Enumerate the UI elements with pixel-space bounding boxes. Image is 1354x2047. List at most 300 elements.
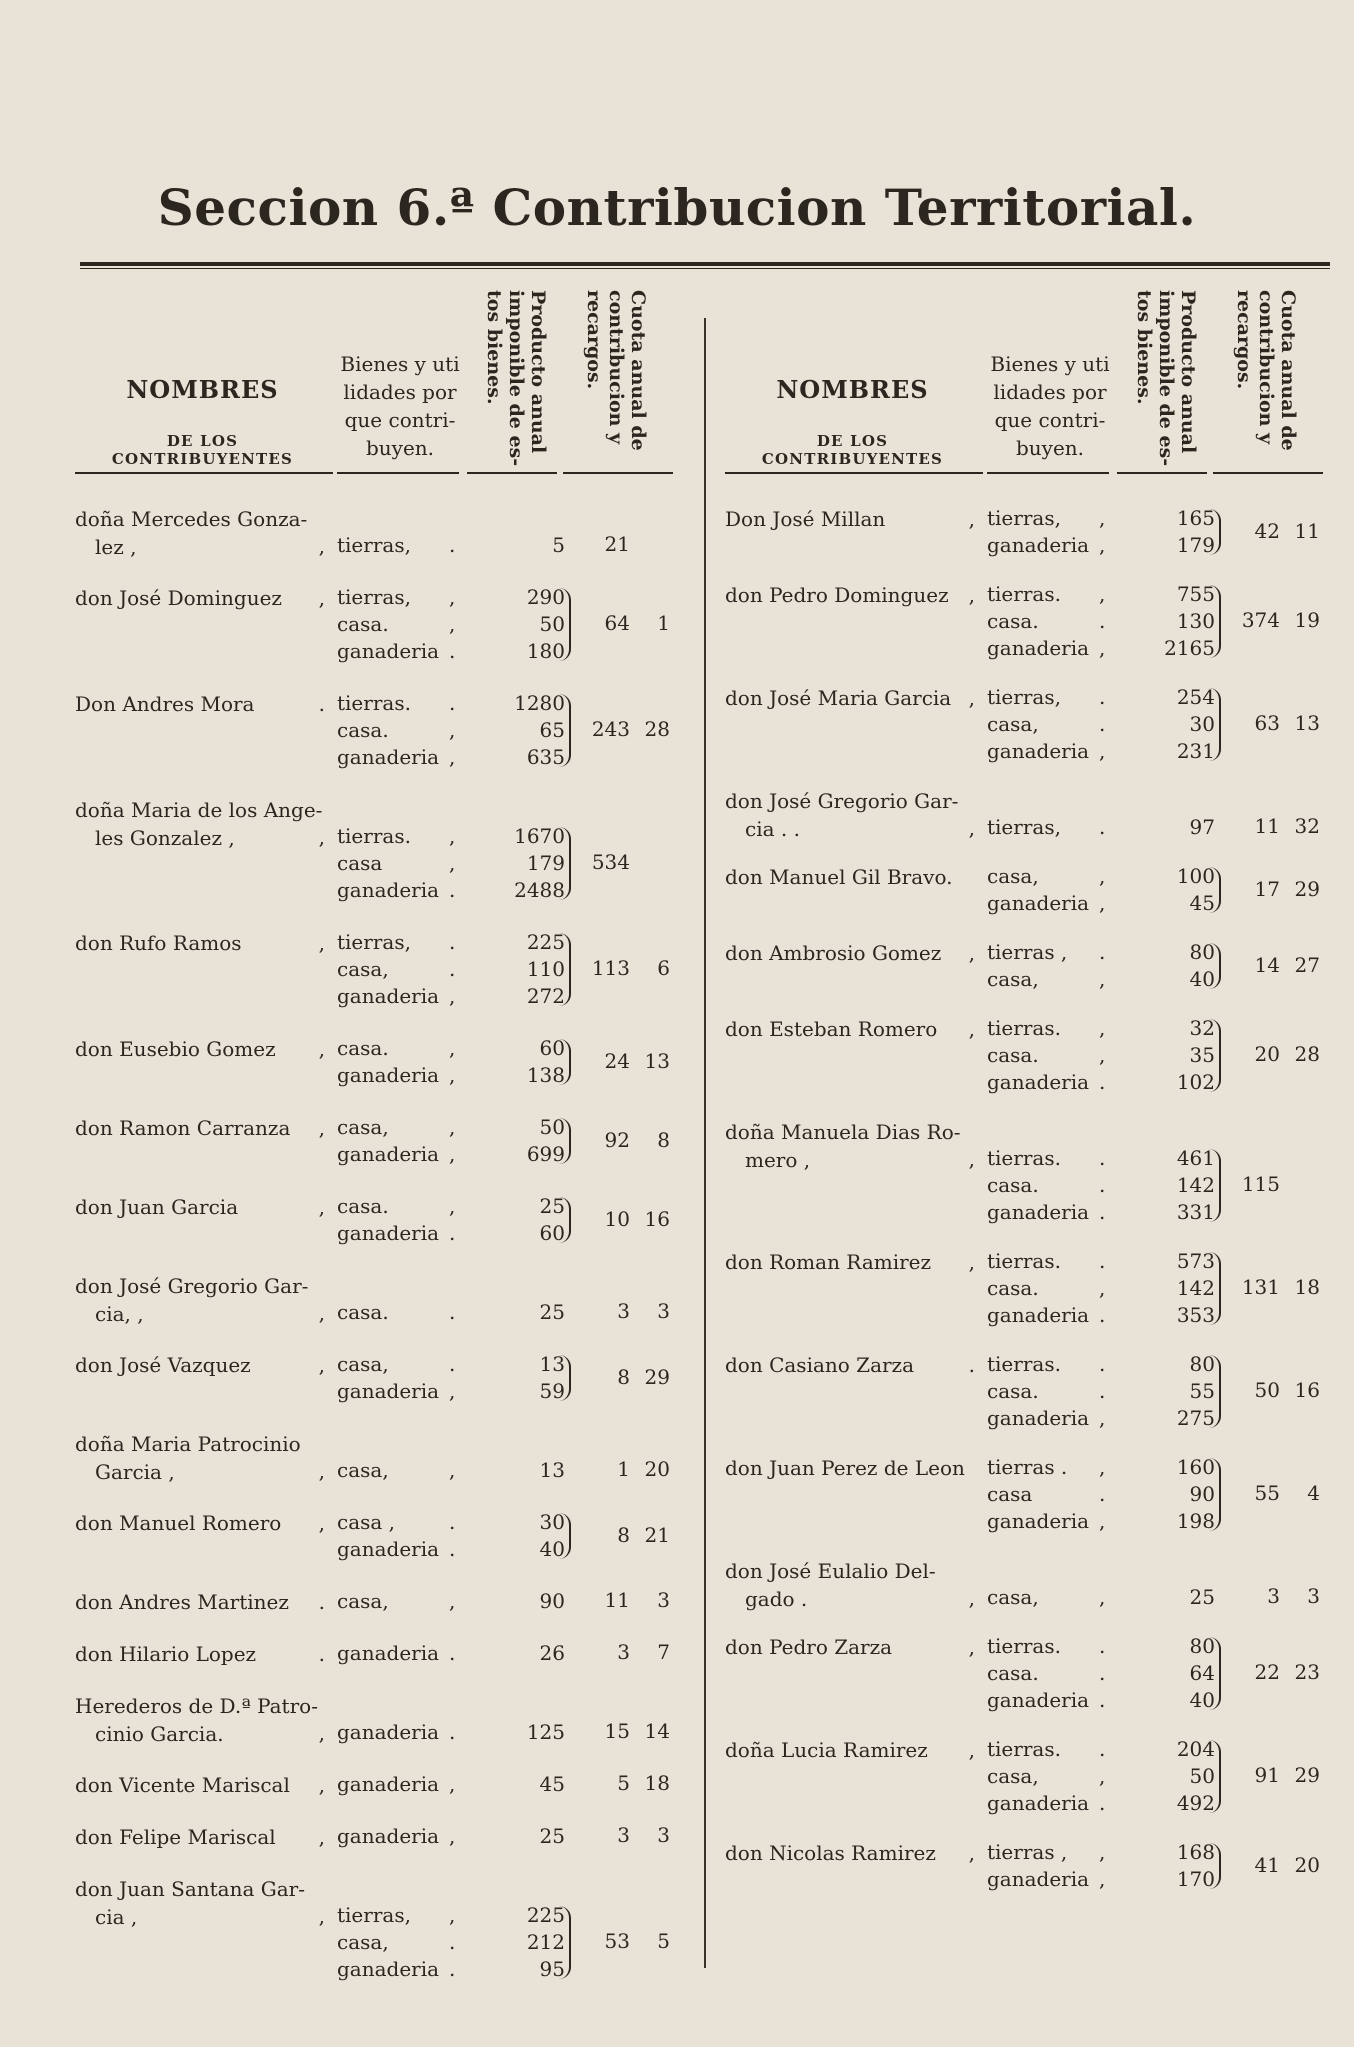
header-cuota: Cuota anual de contribucion y recargos.	[583, 290, 649, 451]
bien-label: tierras.	[987, 1634, 1061, 1658]
header-rule	[725, 472, 983, 474]
cuota-value: 113	[591, 956, 630, 980]
name-punct: ,	[318, 931, 325, 955]
table-row	[725, 787, 1325, 841]
producto-value: 2488	[514, 878, 565, 902]
producto-value: 50	[539, 1115, 565, 1139]
bien-label: ganaderia	[987, 1406, 1090, 1430]
header-producto: Producto anual imponible de es- tos bienes.	[1133, 290, 1199, 467]
bien-item	[337, 1062, 565, 1089]
bien-label: tierras,	[987, 506, 1061, 530]
producto-value: 13	[539, 1352, 565, 1376]
bien-label: ganaderia	[337, 1379, 440, 1403]
name-punct: ,	[968, 1017, 975, 1041]
bien-item	[337, 929, 565, 956]
bien-item	[987, 1633, 1215, 1660]
bien-item	[987, 581, 1215, 608]
contribuyente-name	[75, 929, 325, 957]
contribuyente-name	[75, 584, 325, 612]
bien-item	[337, 1378, 565, 1405]
table-row	[725, 1633, 1325, 1714]
bien-label: tierras.	[987, 1146, 1061, 1170]
bien-label: tierras.	[337, 824, 411, 848]
header-cuota: Cuota anual de contribucion y recargos.	[1233, 290, 1299, 451]
bien-label: ganaderia	[337, 878, 440, 902]
name-line: doña Maria de los Ange-	[75, 798, 323, 822]
bien-label: casa.	[987, 1173, 1039, 1197]
contribuyente-name	[75, 690, 325, 718]
name-punct: ,	[318, 1511, 325, 1535]
producto-value: 5	[552, 533, 565, 557]
table-row	[75, 929, 675, 1010]
table-row	[75, 1272, 675, 1326]
name-line: don José Vazquez	[75, 1353, 251, 1377]
bien-punct: ,	[449, 1458, 456, 1482]
name-line: don Pedro Dominguez	[725, 583, 949, 607]
table-row	[725, 505, 1325, 559]
producto-value: 110	[526, 957, 565, 981]
bien-item	[987, 1736, 1215, 1763]
bien-item	[337, 1035, 565, 1062]
table-row	[725, 684, 1325, 765]
cuota-value: 41	[1254, 1852, 1280, 1877]
producto-value: 290	[526, 585, 565, 609]
contribuyente-name	[75, 1430, 325, 1486]
producto-value: 165	[1176, 506, 1215, 530]
bien-label: ganaderia	[337, 984, 440, 1008]
bien-item	[337, 1719, 565, 1746]
bien-label: casa,	[337, 1115, 389, 1139]
producto-value: 204	[1176, 1737, 1215, 1761]
column-divider	[704, 318, 706, 1968]
header-rule	[467, 472, 557, 474]
name-line: Don Andres Mora	[75, 692, 255, 716]
bien-item	[987, 1351, 1215, 1378]
bien-item	[987, 939, 1215, 966]
cuota-value: 20	[1254, 1042, 1280, 1066]
cuota-fraction: 6	[657, 956, 670, 980]
bien-label: ganaderia	[337, 1720, 440, 1744]
cuota-fraction: 27	[1294, 952, 1320, 977]
name-punct: ,	[318, 1116, 325, 1140]
bien-item	[337, 1141, 565, 1168]
table-row	[75, 584, 675, 665]
header-rule	[563, 472, 673, 474]
producto-value: 2165	[1164, 636, 1215, 660]
cuota-value: 17	[1254, 876, 1280, 901]
bien-punct: ,	[1099, 533, 1106, 557]
cuota-value: 243	[591, 717, 630, 741]
cuota-value: 50	[1254, 1378, 1280, 1402]
producto-value: 138	[526, 1063, 565, 1087]
bien-item	[337, 877, 565, 904]
contribuyente-name	[75, 1771, 325, 1799]
bien-label: casa	[337, 851, 383, 875]
bien-item	[337, 532, 565, 559]
bien-label: ganaderia	[987, 1070, 1090, 1094]
table-row	[725, 1351, 1325, 1432]
bien-punct: ,	[1099, 506, 1106, 530]
header-rule	[1213, 472, 1323, 474]
bien-item	[337, 584, 565, 611]
header-names	[725, 375, 980, 468]
producto-value: 64	[1189, 1661, 1215, 1685]
name-line: doña Maria Patrocinio	[75, 1432, 301, 1456]
bien-item	[987, 1199, 1215, 1226]
table-row	[725, 1736, 1325, 1817]
header-contribuyentes: DE LOS CONTRIBUYENTES	[761, 432, 944, 468]
cuota-fraction: 29	[644, 1364, 670, 1389]
bien-item	[337, 1902, 565, 1929]
name-line: mero ,	[745, 1148, 811, 1172]
producto-value: 60	[539, 1036, 565, 1060]
bien-item	[337, 850, 565, 877]
header-rule	[337, 472, 459, 474]
table-row	[75, 505, 675, 559]
producto-value: 25	[539, 1824, 565, 1848]
bien-punct: ,	[1099, 1509, 1106, 1533]
contribuyente-name	[725, 684, 975, 712]
bien-label: casa.	[337, 1194, 389, 1218]
contribuyente-name	[75, 505, 325, 561]
name-line: cia . .	[745, 817, 800, 841]
bien-item	[337, 1823, 565, 1850]
bien-punct: .	[449, 1930, 456, 1954]
contribuyente-name	[725, 1351, 975, 1379]
bien-item	[337, 611, 565, 638]
header-names	[75, 375, 330, 468]
name-line: cinio Garcia.	[95, 1722, 224, 1746]
bien-punct: ,	[449, 612, 456, 636]
producto-value: 90	[1189, 1482, 1215, 1506]
name-line: don José Gregorio Gar-	[75, 1274, 309, 1298]
name-line: doña Lucia Ramirez	[725, 1738, 928, 1762]
bien-label: ganaderia	[337, 1824, 440, 1848]
bien-punct: ,	[1099, 582, 1106, 606]
bien-label: ganaderia	[987, 1200, 1090, 1224]
cuota-value: 15	[604, 1719, 630, 1743]
bien-punct: .	[1099, 1737, 1106, 1761]
bien-punct: .	[1099, 1661, 1106, 1685]
bien-label: ganaderia	[987, 1791, 1090, 1815]
contribuyente-name	[725, 1633, 975, 1661]
cuota-fraction: 19	[1294, 608, 1320, 632]
cuota-value: 3	[617, 1823, 630, 1847]
bien-label: ganaderia	[337, 745, 440, 769]
bien-punct: .	[1099, 1070, 1106, 1094]
name-punct: ,	[968, 1738, 975, 1762]
contribuyente-name	[75, 796, 325, 852]
cuota-fraction: 1	[657, 611, 670, 635]
contribuyente-name	[725, 787, 975, 843]
bien-label: ganaderia	[337, 1772, 440, 1796]
bien-label: tierras .	[987, 1455, 1068, 1479]
bien-item	[337, 1929, 565, 1956]
contribuyente-name	[725, 1839, 975, 1867]
bien-punct: ,	[1099, 636, 1106, 660]
name-punct: ,	[318, 1904, 325, 1928]
bien-item	[987, 1839, 1215, 1866]
bien-punct: ,	[1099, 1455, 1106, 1479]
cuota-fraction: 18	[1294, 1275, 1320, 1299]
producto-value: 30	[539, 1510, 565, 1534]
name-line: cia ,	[95, 1905, 138, 1929]
bien-item	[987, 814, 1215, 841]
title-rule-thin	[80, 268, 1330, 269]
table-row	[75, 1692, 675, 1746]
bien-punct: ,	[449, 984, 456, 1008]
bien-punct: ,	[1099, 967, 1106, 991]
producto-value: 461	[1176, 1146, 1215, 1170]
contribuyente-name	[75, 1875, 325, 1931]
name-line: don Juan Perez de Leon	[725, 1456, 965, 1480]
bien-label: casa.	[987, 1661, 1039, 1685]
cuota-value: 55	[1254, 1481, 1280, 1505]
table-row	[725, 1118, 1325, 1226]
bien-label: casa.	[987, 1276, 1039, 1300]
name-punct: ,	[968, 1635, 975, 1659]
producto-value: 254	[1176, 685, 1215, 709]
table-row	[725, 1557, 1325, 1611]
producto-value: 25	[539, 1300, 565, 1324]
name-line: don José Gregorio Gar-	[725, 789, 959, 813]
cuota-fraction: 5	[657, 1929, 670, 1953]
header-contribuyentes: DE LOS CONTRIBUYENTES	[111, 432, 294, 468]
producto-value: 97	[1189, 815, 1215, 839]
bien-item	[337, 1457, 565, 1484]
bien-item	[987, 1454, 1215, 1481]
bien-punct: .	[1099, 940, 1106, 964]
bien-punct: .	[449, 1221, 456, 1245]
name-line: cia, ,	[95, 1302, 144, 1326]
bien-item	[987, 532, 1215, 559]
producto-value: 13	[539, 1458, 565, 1482]
table-row	[75, 1771, 675, 1798]
producto-value: 35	[1189, 1043, 1215, 1067]
cuota-fraction: 11	[1294, 518, 1320, 543]
cuota-value: 91	[1254, 1763, 1280, 1787]
header-nombres: NOMBRES	[126, 375, 279, 404]
producto-value: 90	[539, 1589, 565, 1613]
cuota-value: 131	[1241, 1275, 1280, 1299]
cuota-fraction: 29	[1294, 1763, 1320, 1787]
table-header	[75, 290, 675, 475]
cuota-value: 8	[617, 1522, 630, 1547]
bien-label: casa,	[987, 967, 1039, 991]
cuota-value: 14	[1254, 952, 1280, 977]
bien-label: casa,	[337, 1458, 389, 1482]
bien-item	[337, 1640, 565, 1667]
bien-item	[337, 744, 565, 771]
bien-item	[337, 823, 565, 850]
cuota-value: 22	[1254, 1660, 1280, 1684]
producto-value: 142	[1176, 1173, 1215, 1197]
bien-item	[987, 1015, 1215, 1042]
cuota-value: 11	[1254, 814, 1280, 838]
producto-value: 212	[526, 1930, 565, 1954]
bien-item	[987, 1508, 1215, 1535]
bien-item	[337, 1771, 565, 1798]
bien-label: tierras,	[337, 585, 411, 609]
cuota-value: 3	[1267, 1584, 1280, 1608]
bien-punct: .	[1099, 1379, 1106, 1403]
name-line: Garcia ,	[95, 1460, 175, 1484]
bien-label: casa.	[337, 612, 389, 636]
bien-punct: .	[449, 1510, 456, 1534]
bien-punct: .	[449, 878, 456, 902]
name-line: don José Eulalio Del-	[725, 1559, 936, 1583]
bien-label: casa,	[987, 712, 1039, 736]
producto-value: 170	[1176, 1867, 1215, 1891]
producto-value: 60	[539, 1221, 565, 1245]
bien-item	[987, 1248, 1215, 1275]
table-row	[75, 1875, 675, 1983]
producto-value: 331	[1176, 1200, 1215, 1224]
bien-label: casa,	[337, 1589, 389, 1613]
name-line: don Ramon Carranza	[75, 1116, 291, 1140]
contribuyente-name	[75, 1272, 325, 1328]
producto-value: 125	[526, 1720, 565, 1744]
cuota-fraction: 16	[644, 1206, 670, 1231]
bien-punct: ,	[449, 1194, 456, 1218]
bien-label: tierras.	[987, 1737, 1061, 1761]
producto-value: 160	[1176, 1455, 1215, 1479]
bien-item	[337, 1193, 565, 1220]
bien-label: ganaderia	[337, 1537, 440, 1561]
bien-punct: ,	[1099, 1867, 1106, 1891]
cuota-fraction: 3	[657, 1588, 670, 1612]
name-punct: ,	[318, 1195, 325, 1219]
bien-label: casa ,	[337, 1510, 396, 1534]
bien-item	[987, 608, 1215, 635]
contribuyente-name	[75, 1114, 325, 1142]
table-row	[725, 1015, 1325, 1096]
cuota-fraction: 20	[644, 1457, 670, 1481]
cuota-value: 3	[617, 1299, 630, 1323]
name-line: don Rufo Ramos	[75, 931, 242, 955]
name-punct: .	[318, 1642, 325, 1666]
bien-punct: ,	[449, 1036, 456, 1060]
bien-label: casa,	[337, 1352, 389, 1376]
producto-value: 55	[1189, 1379, 1215, 1403]
producto-value: 272	[526, 984, 565, 1008]
bien-punct: .	[1099, 1200, 1106, 1224]
page-title: Seccion 6.ª Contribucion Territorial.	[157, 178, 1197, 237]
bien-label: ganaderia	[987, 739, 1090, 763]
producto-value: 231	[1176, 739, 1215, 763]
bien-punct: ,	[449, 851, 456, 875]
cuota-fraction: 28	[1294, 1042, 1320, 1066]
bien-label: tierras.	[987, 1016, 1061, 1040]
bien-label: ganaderia	[337, 1641, 440, 1665]
table-row	[75, 1640, 675, 1667]
bien-item	[987, 1481, 1215, 1508]
name-punct: ,	[968, 686, 975, 710]
producto-value: 225	[526, 930, 565, 954]
bien-label: casa,	[987, 1764, 1039, 1788]
producto-value: 130	[1176, 609, 1215, 633]
contribuyente-name	[725, 1454, 975, 1482]
producto-value: 80	[1189, 1352, 1215, 1376]
table-row	[725, 1248, 1325, 1329]
bien-punct: .	[1099, 1634, 1106, 1658]
name-punct: ,	[318, 1353, 325, 1377]
name-line: don Juan Santana Gar-	[75, 1877, 305, 1901]
contribuyente-name	[75, 1509, 325, 1537]
bien-punct: .	[1099, 712, 1106, 736]
name-line: don Eusebio Gomez	[75, 1037, 276, 1061]
bien-item	[987, 1069, 1215, 1096]
producto-value: 102	[1176, 1070, 1215, 1094]
name-punct: .	[318, 692, 325, 716]
name-line: don Hilario Lopez	[75, 1642, 257, 1666]
contribuyente-name	[75, 1351, 325, 1379]
bien-item	[987, 1042, 1215, 1069]
contribuyente-name	[725, 1015, 975, 1043]
bien-item	[987, 1145, 1215, 1172]
producto-value: 198	[1176, 1509, 1215, 1533]
left-table	[75, 290, 675, 2010]
bien-label: ganaderia	[987, 1688, 1090, 1712]
name-line: don Juan Garcia	[75, 1195, 239, 1219]
bien-item	[337, 1536, 565, 1563]
bien-punct: ,	[449, 718, 456, 742]
producto-value: 45	[1189, 891, 1215, 915]
cuota-value: 24	[604, 1048, 630, 1073]
bien-label: casa.	[987, 1043, 1039, 1067]
name-line: don Esteban Romero	[725, 1017, 938, 1041]
producto-value: 492	[1176, 1791, 1215, 1815]
bien-punct: .	[449, 1641, 456, 1665]
bien-label: ganaderia	[337, 1142, 440, 1166]
name-punct: ,	[318, 1721, 325, 1745]
name-punct: ,	[318, 1825, 325, 1849]
bien-item	[987, 1378, 1215, 1405]
bien-item	[337, 1588, 565, 1615]
bien-label: ganaderia	[987, 533, 1090, 557]
contribuyente-name	[75, 1035, 325, 1063]
bien-label: ganaderia	[337, 639, 440, 663]
header-rule	[1117, 472, 1207, 474]
bien-item	[987, 1584, 1215, 1611]
bien-label: casa.	[987, 609, 1039, 633]
producto-value: 45	[539, 1772, 565, 1796]
table-row	[75, 1430, 675, 1484]
bien-item	[337, 1509, 565, 1536]
cuota-fraction: 28	[644, 717, 670, 741]
name-line: don José Maria Garcia	[725, 686, 952, 710]
bien-punct: ,	[1099, 1016, 1106, 1040]
producto-value: 32	[1189, 1016, 1215, 1040]
name-punct: ,	[318, 1037, 325, 1061]
contribuyente-name	[75, 1193, 325, 1221]
cuota-value: 534	[591, 850, 630, 874]
bien-item	[337, 638, 565, 665]
bien-punct: .	[1099, 1303, 1106, 1327]
name-line: don Manuel Romero	[75, 1511, 282, 1535]
cuota-value: 5	[617, 1771, 630, 1795]
bien-item	[987, 711, 1215, 738]
header-bienes: Bienes y uti lidades por que contri- buyen.	[990, 352, 1110, 460]
name-line: lez ,	[95, 535, 137, 559]
cuota-fraction: 21	[644, 1522, 670, 1547]
bien-item	[987, 1172, 1215, 1199]
bien-label: casa.	[337, 718, 389, 742]
bien-item	[987, 684, 1215, 711]
table-row	[75, 1114, 675, 1168]
bien-label: tierras,	[337, 930, 411, 954]
name-line: don Felipe Mariscal	[75, 1825, 276, 1849]
